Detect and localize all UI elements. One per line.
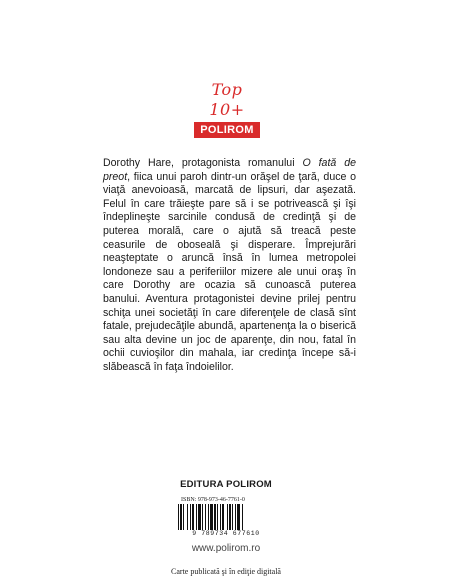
- barcode-block: [167, 496, 285, 538]
- publisher-footer: [150, 479, 302, 577]
- back-cover-blurb: [103, 157, 356, 375]
- book-title: O fată de preot: [103, 157, 356, 183]
- digital-edition-note: Carte publicată şi în ediţie digitală: [171, 567, 281, 576]
- publisher-website: www.polirom.ro: [191, 543, 261, 554]
- blurb-paragraph: [103, 157, 356, 375]
- series-logo: [194, 80, 260, 138]
- series-name: Top 10+: [209, 80, 245, 119]
- isbn-label: ISBN: 978-973-46-7761-0: [181, 497, 245, 503]
- barcode-icon: [176, 504, 276, 530]
- publisher-badge: POLIROM: [194, 122, 260, 138]
- barcode-digits: 9 789734 677610: [192, 530, 260, 537]
- publisher-name: EDITURA POLIROM: [180, 479, 272, 490]
- blurb-text-rest: , fiica unui paroh dintr-un orăşel de ţară, duce o viaţă anevoioasă, marcată de lipsuri, dar aşezată. Felul în care trăieşte pare să i se potrivească şi îşi îndeplineşte sarcinile condusă de credinţă şi de puterea morală, care o ajută să treacă peste ceasurile de oboseală şi disperare. Împrejurări neaşteptate o aruncă însă în lumea metropolei londoneze sau a periferiilor mizere ale unui oraş în care Dorothy are ocazia să cunoască puterea banului. Aventura protagonistei devine prilej pentru schiţa unei societăţi în care diferenţele de clasă sînt fatale, prejudecăţile abundă, apartenenţa la o biserică sau alta devine un joc de aparenţe, din nou, fatal în ochii cuvioşilor din mahala, iar credinţa începe să-i slăbească în faţa îndoielilor.: [103, 170, 356, 373]
- blurb-text-start: Dorothy Hare, protagonista romanului: [103, 157, 303, 169]
